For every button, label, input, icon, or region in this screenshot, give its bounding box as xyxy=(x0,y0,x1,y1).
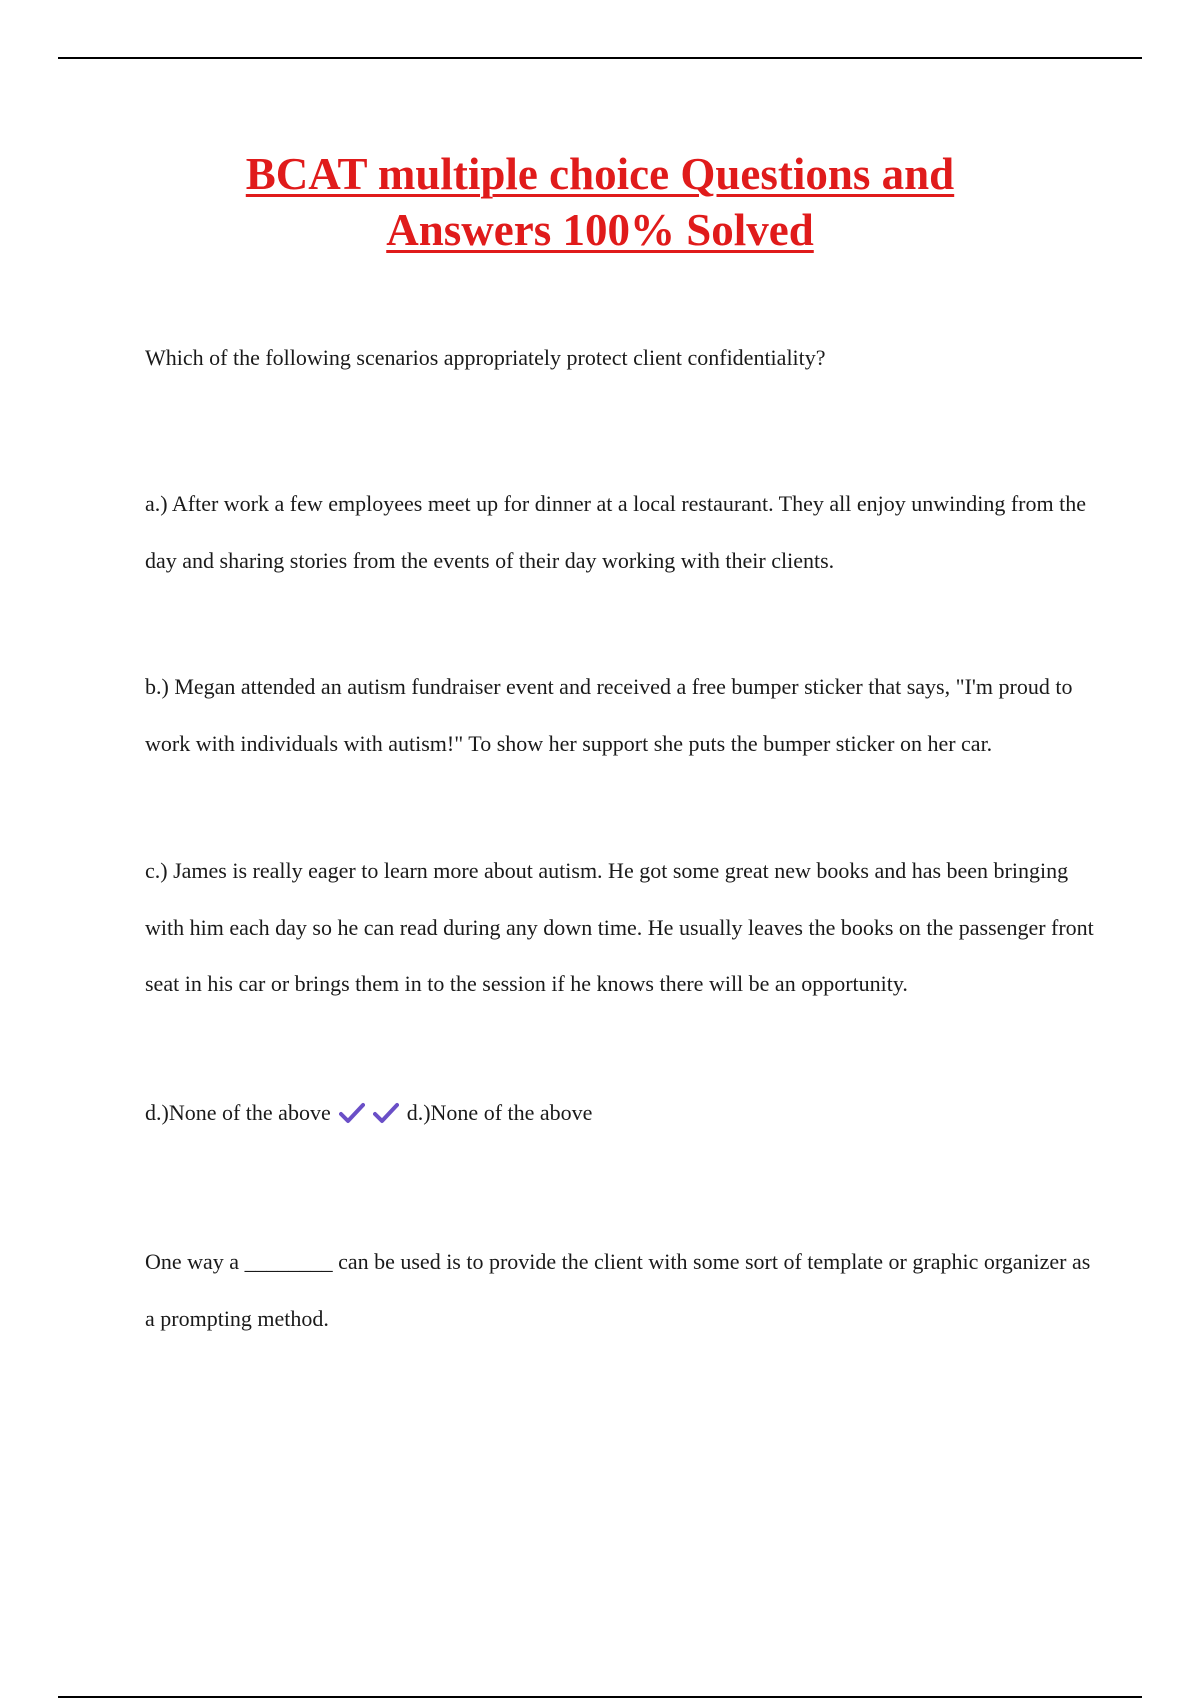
question-1-answer: d.)None of the above xyxy=(406,1100,593,1125)
document-title xyxy=(0,146,1200,258)
question-1-option-c: c.) James is really eager to learn more about autism. He got some great new books and has been bringing with him each day so he can read during any down time. He usually leaves the books on the passenger front seat in his car or brings them in to the session if he knows there will be an opportunity. xyxy=(145,858,1094,996)
question-2-prompt: One way a ________ can be used is to provide the client with some sort of template or graphic organizer as a prompting method. xyxy=(145,1249,1091,1331)
question-1-prompt: Which of the following scenarios appropriately protect client confidentiality? xyxy=(145,345,826,370)
title-line-1: BCAT multiple choice Questions and xyxy=(245,149,955,199)
question-1-option-d: d.)None of the above xyxy=(145,1100,331,1125)
title-line-2: Answers 100% Solved xyxy=(386,205,814,255)
check-icon xyxy=(373,1102,399,1124)
question-1-answer-row xyxy=(145,1085,1095,1141)
check-icon xyxy=(339,1102,365,1124)
top-rule xyxy=(58,57,1142,59)
question-1-option-a: a.) After work a few employees meet up for dinner at a local restaurant. They all enjoy unwinding from the day and sharing stories from the events of their day working with their clients. xyxy=(145,491,1086,573)
question-1-option-b: b.) Megan attended an autism fundraiser event and received a free bumper sticker that says, "I'm proud to work with individuals with autism!" To show her support she puts the bumper sticker on her car. xyxy=(145,674,1073,756)
bottom-rule xyxy=(58,1696,1142,1698)
